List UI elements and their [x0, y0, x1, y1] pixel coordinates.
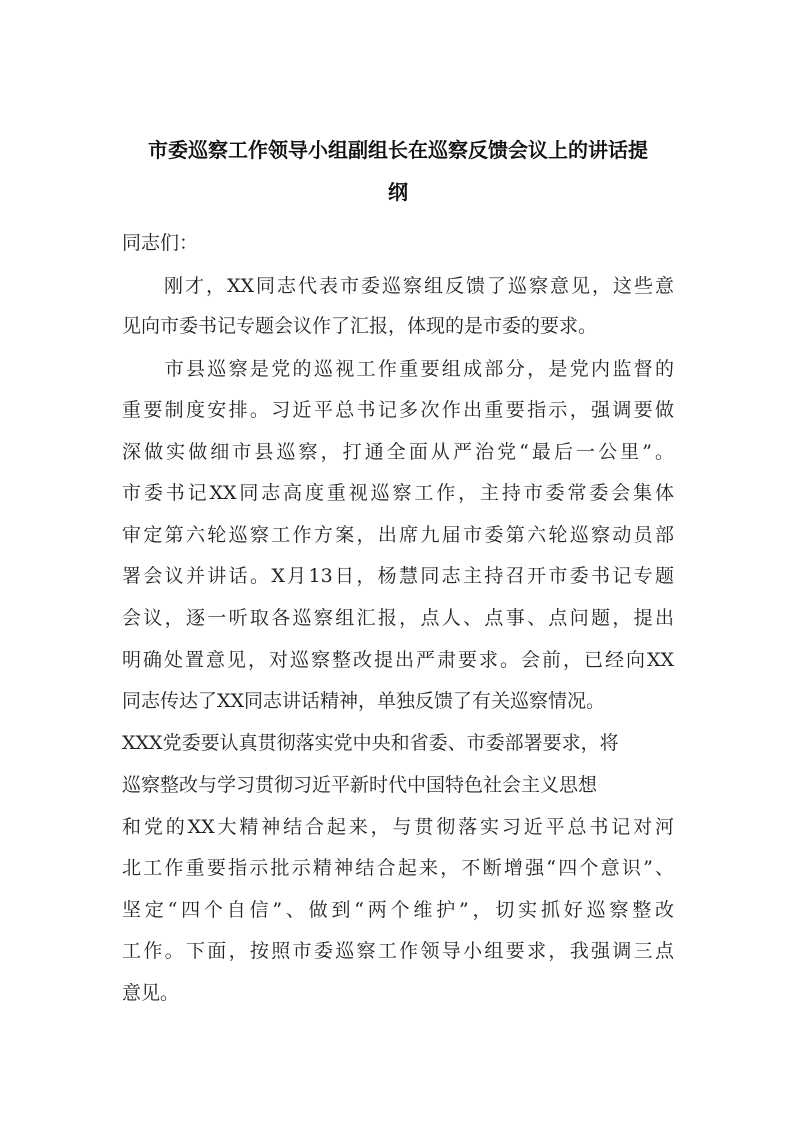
body-text-line: 刚才，XX同志代表市委巡察组反馈了巡察意见，这些意 — [122, 275, 674, 297]
body-text-line: XXX党委要认真贯彻落实党中央和省委、市委部署要求，将 — [122, 732, 619, 754]
body-text-line: 北工作重要指示批示精神结合起来，不断增强“四个意识”、 — [122, 857, 674, 879]
body-text-line: 工作。下面，按照市委巡察工作领导小组要求，我强调三点 — [122, 940, 674, 962]
body-text-line: 市县巡察是党的巡视工作重要组成部分，是党内监督的 — [122, 358, 674, 380]
document-title-line-2: 纲 — [388, 180, 408, 204]
body-text-line: 坚定“四个自信”、做到“两个维护”，切实抓好巡察整改 — [122, 899, 674, 921]
body-text-line: 重要制度安排。习近平总书记多次作出重要指示，强调要做 — [122, 399, 674, 421]
body-text-line: 署会议并讲话。X月13日，杨慧同志主持召开市委书记专题 — [122, 565, 674, 587]
body-text-line: 同志传达了XX同志讲话精神，单独反馈了有关巡察情况。 — [122, 690, 606, 712]
body-text-line: 会议，逐一听取各巡察组汇报，点人、点事、点问题，提出 — [122, 607, 674, 629]
salutation: 同志们： — [122, 232, 199, 254]
body-text-line: 意见。 — [122, 982, 180, 1004]
document-title-line-1: 市委巡察工作领导小组副组长在巡察反馈会议上的讲话提 — [148, 138, 648, 162]
body-text-line: 市委书记XX同志高度重视巡察工作，主持市委常委会集体 — [122, 482, 674, 504]
body-text-line: 和党的XX大精神结合起来，与贯彻落实习近平总书记对河 — [122, 816, 674, 838]
body-text-line: 深做实做细市县巡察，打通全面从严治党“最后一公里”。 — [122, 441, 674, 463]
body-text-line: 巡察整改与学习贯彻习近平新时代中国特色社会主义思想 — [122, 774, 598, 796]
body-text-line: 明确处置意见，对巡察整改提出严肃要求。会前，已经向XX — [122, 649, 674, 671]
body-text-line: 见向市委书记专题会议作了汇报，体现的是市委的要求。 — [122, 315, 598, 337]
body-text-line: 审定第六轮巡察工作方案，出席九届市委第六轮巡察动员部 — [122, 524, 674, 546]
